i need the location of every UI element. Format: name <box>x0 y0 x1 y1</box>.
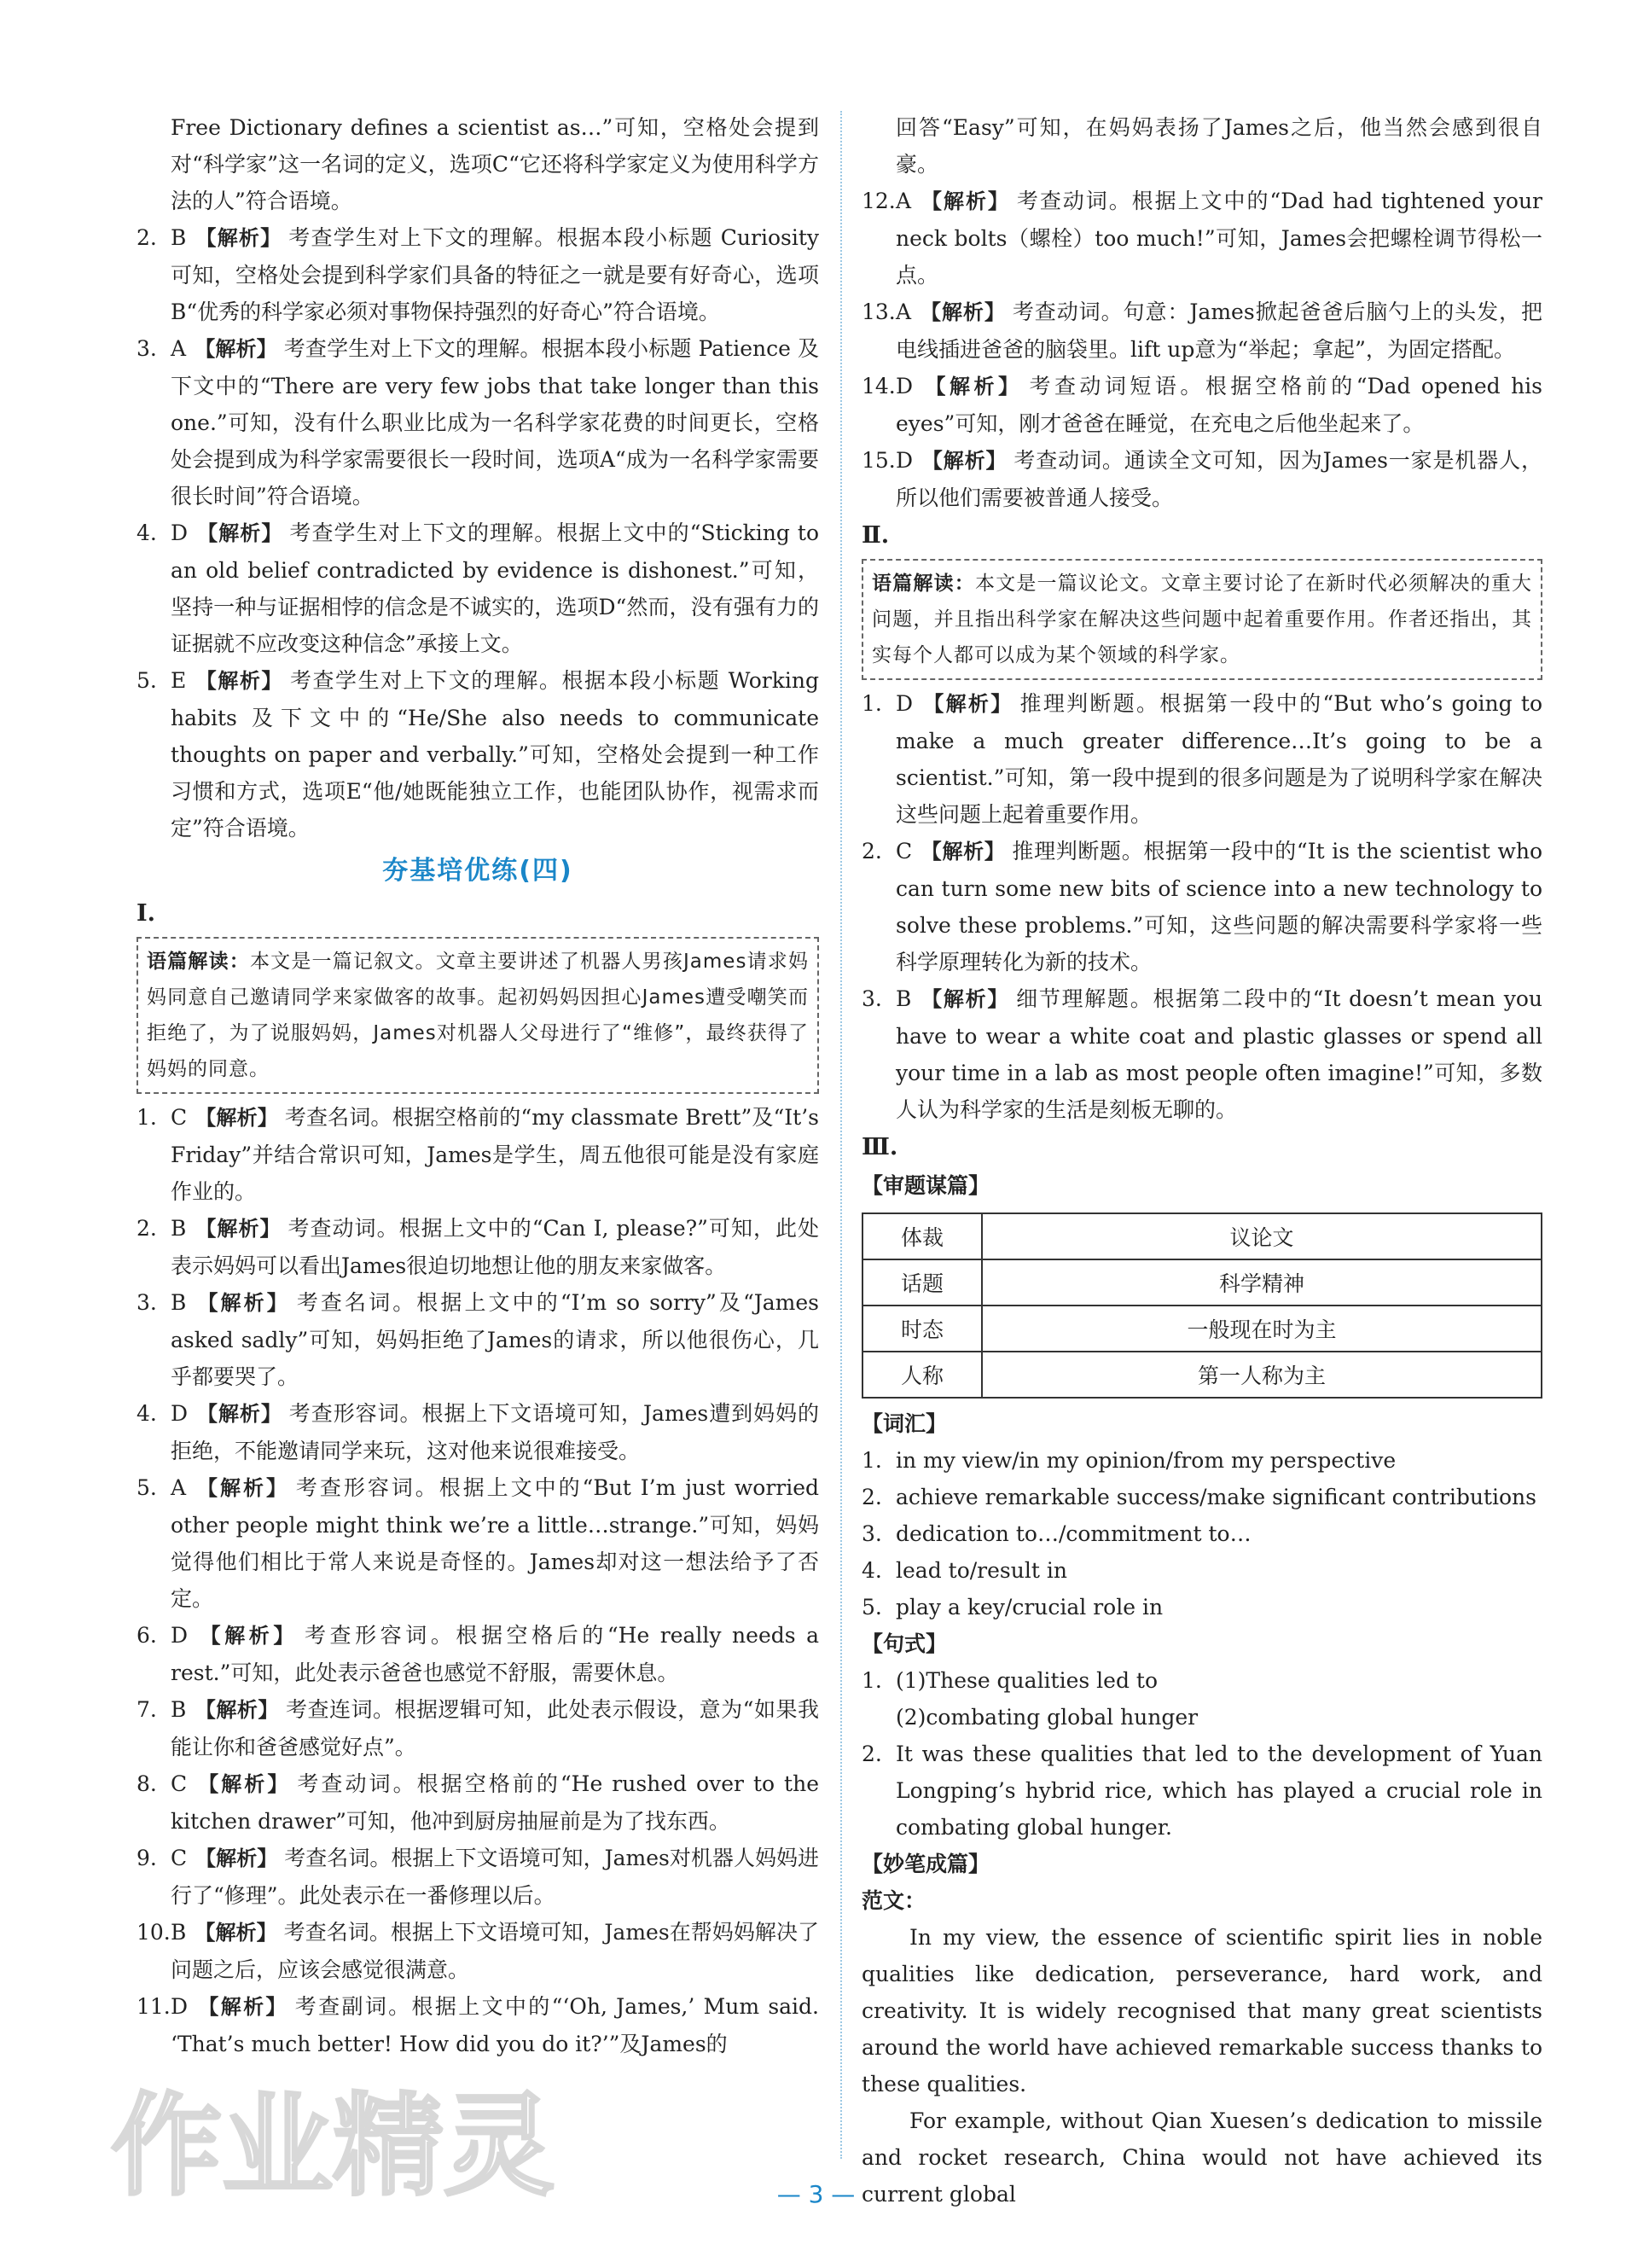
analysis-text: 考查动词。句意：James掀起爸爸后脑勺上的头发，把电线插进爸爸的脑袋里。lift up意为“举起；拿起”，为固定搭配。 <box>896 299 1542 362</box>
analysis-tag: 【解析】 <box>195 1106 278 1130</box>
vocab-number: 2. <box>862 1485 882 1509</box>
vocab-number: 1. <box>862 1448 882 1473</box>
answer-letter: D <box>896 374 914 398</box>
vocab-item <box>862 1442 1542 1479</box>
table-cell-key: 体裁 <box>862 1213 982 1259</box>
analysis-text: 考查形容词。根据空格后的“He really needs a rest.”可知，此处表示爸爸也感觉不舒服，需要休息。 <box>171 1623 819 1685</box>
box-text: 本文是一篇议论文。文章主要讨论了在新时代必须解决的重大问题，并且指出科学家在解决这些问题中起着重要作用。作者还指出，其实每个人都可以成为某个领域的科学家。 <box>872 573 1533 666</box>
answer-item <box>136 1395 819 1469</box>
answer-item <box>136 1617 819 1691</box>
analysis-text: 考查学生对上下文的理解。根据上文中的“Sticking to an old belief contradicted by evidence is dishonest.”可知，坚持一种与证据相悖的信念是不诚实的，选项D“然而，没有强有力的证据就不应改变这种信念”承接上文。 <box>171 520 820 656</box>
answer-item <box>862 294 1542 368</box>
roman-heading-2: Ⅱ. <box>862 522 890 549</box>
item-number: 6. <box>136 1623 157 1648</box>
sample-essay-label: 范文： <box>862 1888 926 1913</box>
answer-item <box>862 833 1542 980</box>
analysis-tag: 【解析】 <box>195 337 277 361</box>
analysis-tag: 【解析】 <box>196 1624 298 1648</box>
continued-text: 回答“Easy”可知，在妈妈表扬了James之后，他当然会感到很自豪。 <box>896 115 1542 177</box>
analysis-tag: 【解析】 <box>920 189 1010 213</box>
answer-item <box>136 330 819 515</box>
analysis-text: 考查名词。根据上下文语境可知，James对机器人妈妈进行了“修理”。此处表示在一番修理以后。 <box>171 1846 820 1908</box>
item-number: 2. <box>862 839 882 864</box>
item-number: 2. <box>136 1216 157 1241</box>
analysis-text: 考查动词。根据空格前的“He rushed over to the kitchen drawer”可知，他冲到厨房抽屉前是为了找东西。 <box>171 1771 819 1834</box>
item-number: 3. <box>862 986 882 1011</box>
item-number: 12. <box>862 189 896 213</box>
answer-letter: C <box>171 1771 188 1796</box>
answer-letter: D <box>171 520 189 545</box>
box-label: 语篇解读： <box>147 951 250 973</box>
answer-item <box>862 685 1542 833</box>
analysis-table <box>862 1213 1542 1399</box>
answer-letter: B <box>171 1697 187 1722</box>
vocab-text: play a key/crucial role in <box>896 1595 1164 1620</box>
answer-letter: D <box>896 448 914 473</box>
analysis-tag: 【解析】 <box>921 449 1008 473</box>
heading-vocabulary: 【词汇】 <box>862 1411 948 1436</box>
answer-item <box>136 1840 819 1914</box>
vocab-text: lead to/result in <box>896 1558 1067 1583</box>
watermark-text: 作业精灵 <box>111 2081 555 2211</box>
analysis-text: 考查连词。根据逻辑可知，此处表示假设，意为“如果我能让你和爸爸感觉好点”。 <box>171 1697 819 1759</box>
answer-item <box>862 442 1542 516</box>
item-number: 8. <box>136 1771 157 1796</box>
vocab-number: 4. <box>862 1558 882 1583</box>
box-text: 本文是一篇记叙文。文章主要讲述了机器人男孩James请求妈妈同意自己邀请同学来家做客的故事。起初妈妈因担心James遭受嘲笑而拒绝了，为了说服妈妈，James对机器人父母进行了“维修”，最终获得了妈妈的同意。 <box>147 951 810 1080</box>
answer-item <box>136 1914 819 1988</box>
vocab-item <box>862 1589 1542 1625</box>
section-title: 夯基培优练(四) <box>382 856 573 886</box>
analysis-tag: 【解析】 <box>195 1698 279 1722</box>
table-row <box>862 1213 1542 1259</box>
analysis-text: 考查形容词。根据上下文语境可知，James遭到妈妈的拒绝，不能邀请同学来玩，这对他来说很难接受。 <box>171 1401 819 1463</box>
analysis-tag: 【解析】 <box>196 521 283 545</box>
passage-interpretation-box-1 <box>136 937 819 1094</box>
left-column <box>136 109 819 2062</box>
vocab-text: in my view/in my opinion/from my perspective <box>896 1448 1397 1473</box>
roman-heading-1: Ⅰ. <box>136 900 156 927</box>
table-cell-key: 话题 <box>862 1259 982 1306</box>
analysis-text: 考查动词短语。根据空格前的“Dad opened his eyes”可知，刚才爸爸在睡觉，在充电之后他坐起来了。 <box>896 374 1543 436</box>
item-number: 1. <box>136 1105 157 1130</box>
item-number: 7. <box>136 1697 157 1722</box>
sentence-item-1: 1. (1)These qualities led to <box>862 1668 1159 1693</box>
analysis-tag: 【解析】 <box>921 692 1013 716</box>
answer-letter: B <box>171 225 187 250</box>
item-number: 5. <box>136 668 157 693</box>
analysis-text: 细节理解题。根据第二段中的“It doesn’t mean you have to wear a white coat and plastic glasses or spend all your time in a lab as most people often imagine!”可知，多数人认为科学家的生活是刻板无聊的。 <box>896 986 1542 1122</box>
analysis-tag: 【解析】 <box>195 1772 291 1796</box>
answer-list-part1 <box>136 219 819 846</box>
item-number: 15. <box>862 448 896 473</box>
analysis-text: 考查名词。根据上文中的“I’m so sorry”及“James asked sadly”可知，妈妈拒绝了James的请求，所以他很伤心，几乎都要哭了。 <box>171 1290 819 1389</box>
analysis-tag: 【解析】 <box>195 226 282 250</box>
table-cell-value: 第一人称为主 <box>982 1352 1542 1398</box>
heading-shenti: 【审题谋篇】 <box>862 1173 990 1198</box>
intro-paragraph: Free Dictionary defines a scientist as…”可知，空格处会提到对“科学家”这一名词的定义，选项C“它还将科学家定义为使用科学方法的人”符合语境。 <box>171 115 819 213</box>
analysis-tag: 【解析】 <box>195 1291 290 1315</box>
answer-item <box>136 1099 819 1210</box>
answer-letter: E <box>171 668 187 693</box>
heading-writing: 【妙笔成篇】 <box>862 1852 990 1876</box>
table-row <box>862 1259 1542 1306</box>
table-row <box>862 1352 1542 1398</box>
analysis-text: 考查动词。根据上文中的“Dad had tightened your neck bolts（螺栓）too much!”可知，James会把螺栓调节得松一点。 <box>896 189 1543 288</box>
analysis-tag: 【解析】 <box>195 669 283 693</box>
analysis-text: 考查副词。根据上文中的“‘Oh, James,’ Mum said. ‘That’s much better! How did you do it?’”及James的 <box>171 1994 820 2056</box>
analysis-text: 考查形容词。根据上文中的“But I’m just worried other people might think we’re a little…strange.”可知，妈妈觉得他们相比于常人来说是奇怪的。James却对这一想法给予了否定。 <box>171 1475 820 1611</box>
answer-item <box>136 219 819 330</box>
answer-item <box>136 1284 819 1395</box>
vocab-item <box>862 1515 1542 1552</box>
item-number: 14. <box>862 374 896 398</box>
item-number: 10. <box>136 1920 171 1945</box>
analysis-tag: 【解析】 <box>195 1476 289 1500</box>
essay-paragraph-1: In my view, the essence of scientific spirit lies in noble qualities like dedication, perseverance, hard work, and creativity. It is widely recognised that many great scientists around the world have achieved remarkable success thanks to these qualities. <box>862 1925 1542 2096</box>
answer-list-part4 <box>862 685 1542 1128</box>
item-number: 1. <box>862 691 882 716</box>
vocabulary-list <box>862 1442 1542 1625</box>
essay-paragraph-2: For example, without Qian Xuesen’s dedication to missile and rocket research, China would not have achieved its current global <box>862 2108 1542 2207</box>
vocab-number: 3. <box>862 1521 882 1546</box>
item-number: 3. <box>136 1290 157 1315</box>
column-divider <box>840 111 842 2159</box>
answer-letter: B <box>896 986 912 1011</box>
vocab-item <box>862 1479 1542 1515</box>
analysis-tag: 【解析】 <box>195 1846 278 1870</box>
analysis-text: 考查名词。根据上下文语境可知，James在帮妈妈解决了问题之后，应该会感觉很满意。 <box>171 1920 820 1982</box>
item-number: 3. <box>136 336 157 361</box>
table-cell-value: 科学精神 <box>982 1259 1542 1306</box>
answer-letter: A <box>896 189 912 213</box>
answer-item <box>862 980 1542 1128</box>
analysis-text: 考查学生对上下文的理解。根据本段小标题 Working habits 及下文中的“He/She also needs to communicate thoughts on paper and verbally.”可知，空格处会提到一种工作习惯和方式，选项E“他/她既能独立工作，也能团队协作，视需求而定”符合语境。 <box>171 668 820 840</box>
answer-item <box>136 1988 819 2062</box>
item-number: 4. <box>136 1401 157 1426</box>
answer-letter: A <box>896 299 912 324</box>
table-cell-value: 一般现在时为主 <box>982 1306 1542 1352</box>
table-cell-key: 人称 <box>862 1352 982 1398</box>
answer-letter: D <box>171 1401 189 1426</box>
sentence-item-2: 2. It was these qualities that led to the development of Yuan Longping’s hybrid rice, which has played a crucial role in combating global hunger. <box>862 1742 1542 1840</box>
answer-item <box>136 1765 819 1840</box>
item-number: 13. <box>862 299 896 324</box>
analysis-text: 考查学生对上下文的理解。根据本段小标题 Patience 及下文中的“There are very few jobs that take longer than this one.”可知，没有什么职业比成为一名科学家花费的时间更长，空格处会提到成为科学家需要很长一段时间，选项A“成为一名科学家需要很长时间”符合语境。 <box>171 336 820 509</box>
heading-sentences: 【句式】 <box>862 1631 948 1656</box>
answer-letter: B <box>171 1920 187 1945</box>
analysis-tag: 【解析】 <box>921 375 1023 398</box>
answer-letter: B <box>171 1290 187 1315</box>
analysis-tag: 【解析】 <box>195 1921 277 1945</box>
analysis-tag: 【解析】 <box>921 840 1006 864</box>
passage-interpretation-box-2 <box>862 559 1542 680</box>
answer-item <box>862 183 1542 294</box>
table-cell-key: 时态 <box>862 1306 982 1352</box>
answer-item <box>136 1691 819 1765</box>
item-number: 5. <box>136 1475 157 1500</box>
answer-letter: C <box>896 839 913 864</box>
answer-list-part2 <box>136 1099 819 2062</box>
answer-letter: B <box>171 1216 187 1241</box>
analysis-tag: 【解析】 <box>196 1995 288 2019</box>
analysis-text: 考查学生对上下文的理解。根据本段小标题 Curiosity 可知，空格处会提到科学家们具备的特征之一就是要有好奇心，选项B“优秀的科学家必须对事物保持强烈的好奇心”符合语境。 <box>171 225 819 324</box>
analysis-tag: 【解析】 <box>196 1402 282 1426</box>
vocab-text: achieve remarkable success/make significant contributions <box>896 1485 1536 1509</box>
analysis-text: 考查名词。根据空格前的“my classmate Brett”及“It’s Friday”并结合常识可知，James是学生，周五他很可能是没有家庭作业的。 <box>171 1105 819 1204</box>
answer-letter: D <box>171 1994 189 2019</box>
answer-item <box>136 1210 819 1284</box>
table-row <box>862 1306 1542 1352</box>
item-number: 4. <box>136 520 157 545</box>
vocab-item <box>862 1552 1542 1589</box>
analysis-text: 推理判断题。根据第一段中的“But who’s going to make a much greater difference…It’s going to be a scientist.”可知，第一段中提到的很多问题是为了说明科学家在解决这些问题上起着重要作用。 <box>896 691 1542 827</box>
right-column <box>862 109 1542 2213</box>
answer-letter: D <box>171 1623 189 1648</box>
analysis-tag: 【解析】 <box>920 300 1006 324</box>
answer-list-part3 <box>862 183 1542 516</box>
analysis-tag: 【解析】 <box>195 1217 282 1241</box>
answer-letter: A <box>171 336 187 361</box>
answer-item <box>136 662 819 846</box>
analysis-text: 考查动词。根据上文中的“Can I, please?”可知，此处表示妈妈可以看出James很迫切地想让他的朋友来家做客。 <box>171 1216 820 1278</box>
box-label: 语篇解读： <box>872 573 975 595</box>
vocab-number: 5. <box>862 1595 882 1620</box>
answer-letter: C <box>171 1105 188 1130</box>
analysis-tag: 【解析】 <box>920 987 1010 1011</box>
item-number: 11. <box>136 1994 171 2019</box>
analysis-text: 推理判断题。根据第一段中的“It is the scientist who can turn some new bits of science into a new technology to solve these problems.”可知，这些问题的解决需要科学家将一些科学原理转化为新的技术。 <box>896 839 1543 974</box>
answer-item <box>136 515 819 662</box>
roman-heading-3: Ⅲ. <box>862 1134 898 1160</box>
item-number: 9. <box>136 1846 157 1870</box>
answer-letter: C <box>171 1846 188 1870</box>
item-number: 2. <box>136 225 157 250</box>
sentence-item-1b: (2)combating global hunger <box>896 1705 1199 1730</box>
answer-letter: A <box>171 1475 187 1500</box>
vocab-text: dedication to…/commitment to… <box>896 1521 1252 1546</box>
analysis-text: 考查动词。通读全文可知，因为James一家是机器人，所以他们需要被普通人接受。 <box>896 448 1543 510</box>
page-number: — 3 — <box>776 2180 856 2208</box>
table-cell-value: 议论文 <box>982 1213 1542 1259</box>
answer-item <box>136 1469 819 1617</box>
answer-letter: D <box>896 691 914 716</box>
answer-item <box>862 368 1542 442</box>
